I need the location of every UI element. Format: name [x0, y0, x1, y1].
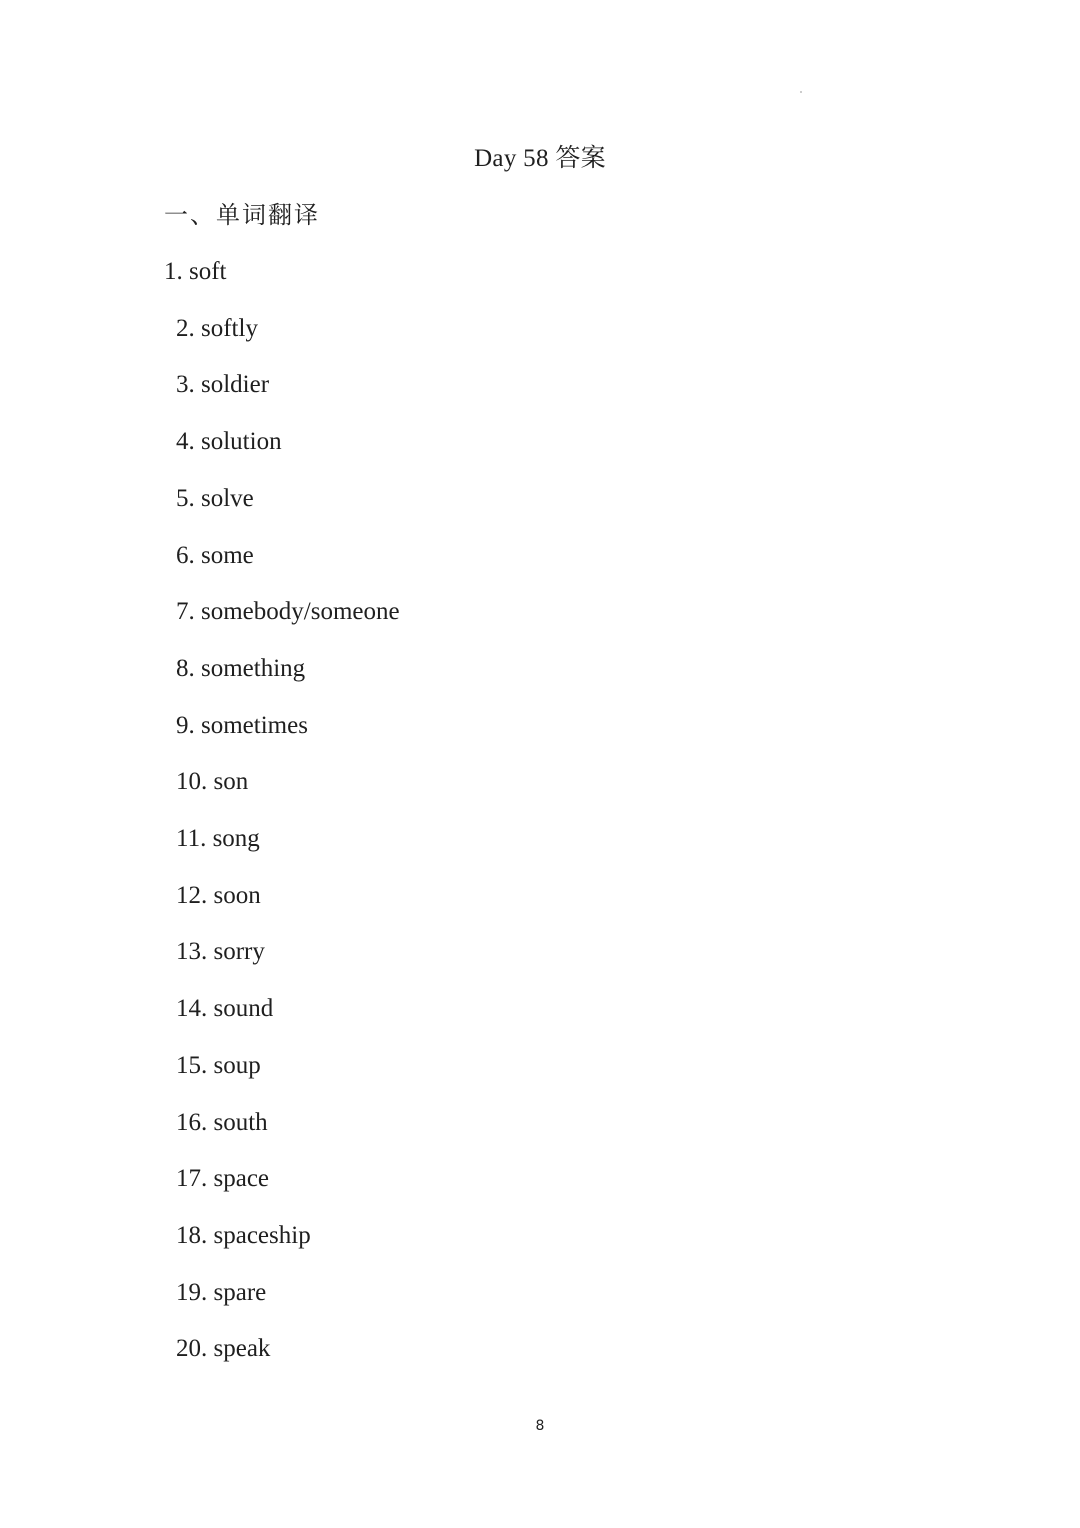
answer-item: 5. solve	[176, 484, 254, 512]
page-number: 8	[535, 1418, 545, 1434]
answer-item: 2. softly	[176, 314, 258, 342]
answer-item: 16. south	[176, 1108, 268, 1136]
answer-item: 13. sorry	[176, 938, 265, 966]
answer-item: 12. soon	[176, 881, 261, 909]
answer-item: 11. song	[176, 825, 260, 852]
answer-item: 15. soup	[176, 1051, 261, 1079]
answer-item: 1. soft	[164, 258, 227, 285]
scan-speck	[800, 91, 802, 93]
answer-item: 10. son	[176, 768, 249, 796]
answer-item: 19. spare	[176, 1278, 267, 1306]
answer-item: 17. space	[176, 1165, 270, 1193]
answer-item: 4. solution	[176, 428, 282, 456]
section-heading: 一、单词翻译	[164, 201, 320, 229]
answer-item: 18. spaceship	[176, 1221, 311, 1249]
answer-item: 8. something	[176, 654, 306, 682]
page-title: Day 58 答案	[474, 145, 606, 172]
answer-item: 7. somebody/someone	[176, 598, 400, 626]
answer-item: 3. soldier	[176, 371, 270, 399]
answer-item: 14. sound	[176, 995, 274, 1023]
answer-item: 6. some	[176, 541, 254, 569]
answer-item: 20. speak	[176, 1335, 271, 1363]
answer-item: 9. sometimes	[176, 711, 308, 739]
